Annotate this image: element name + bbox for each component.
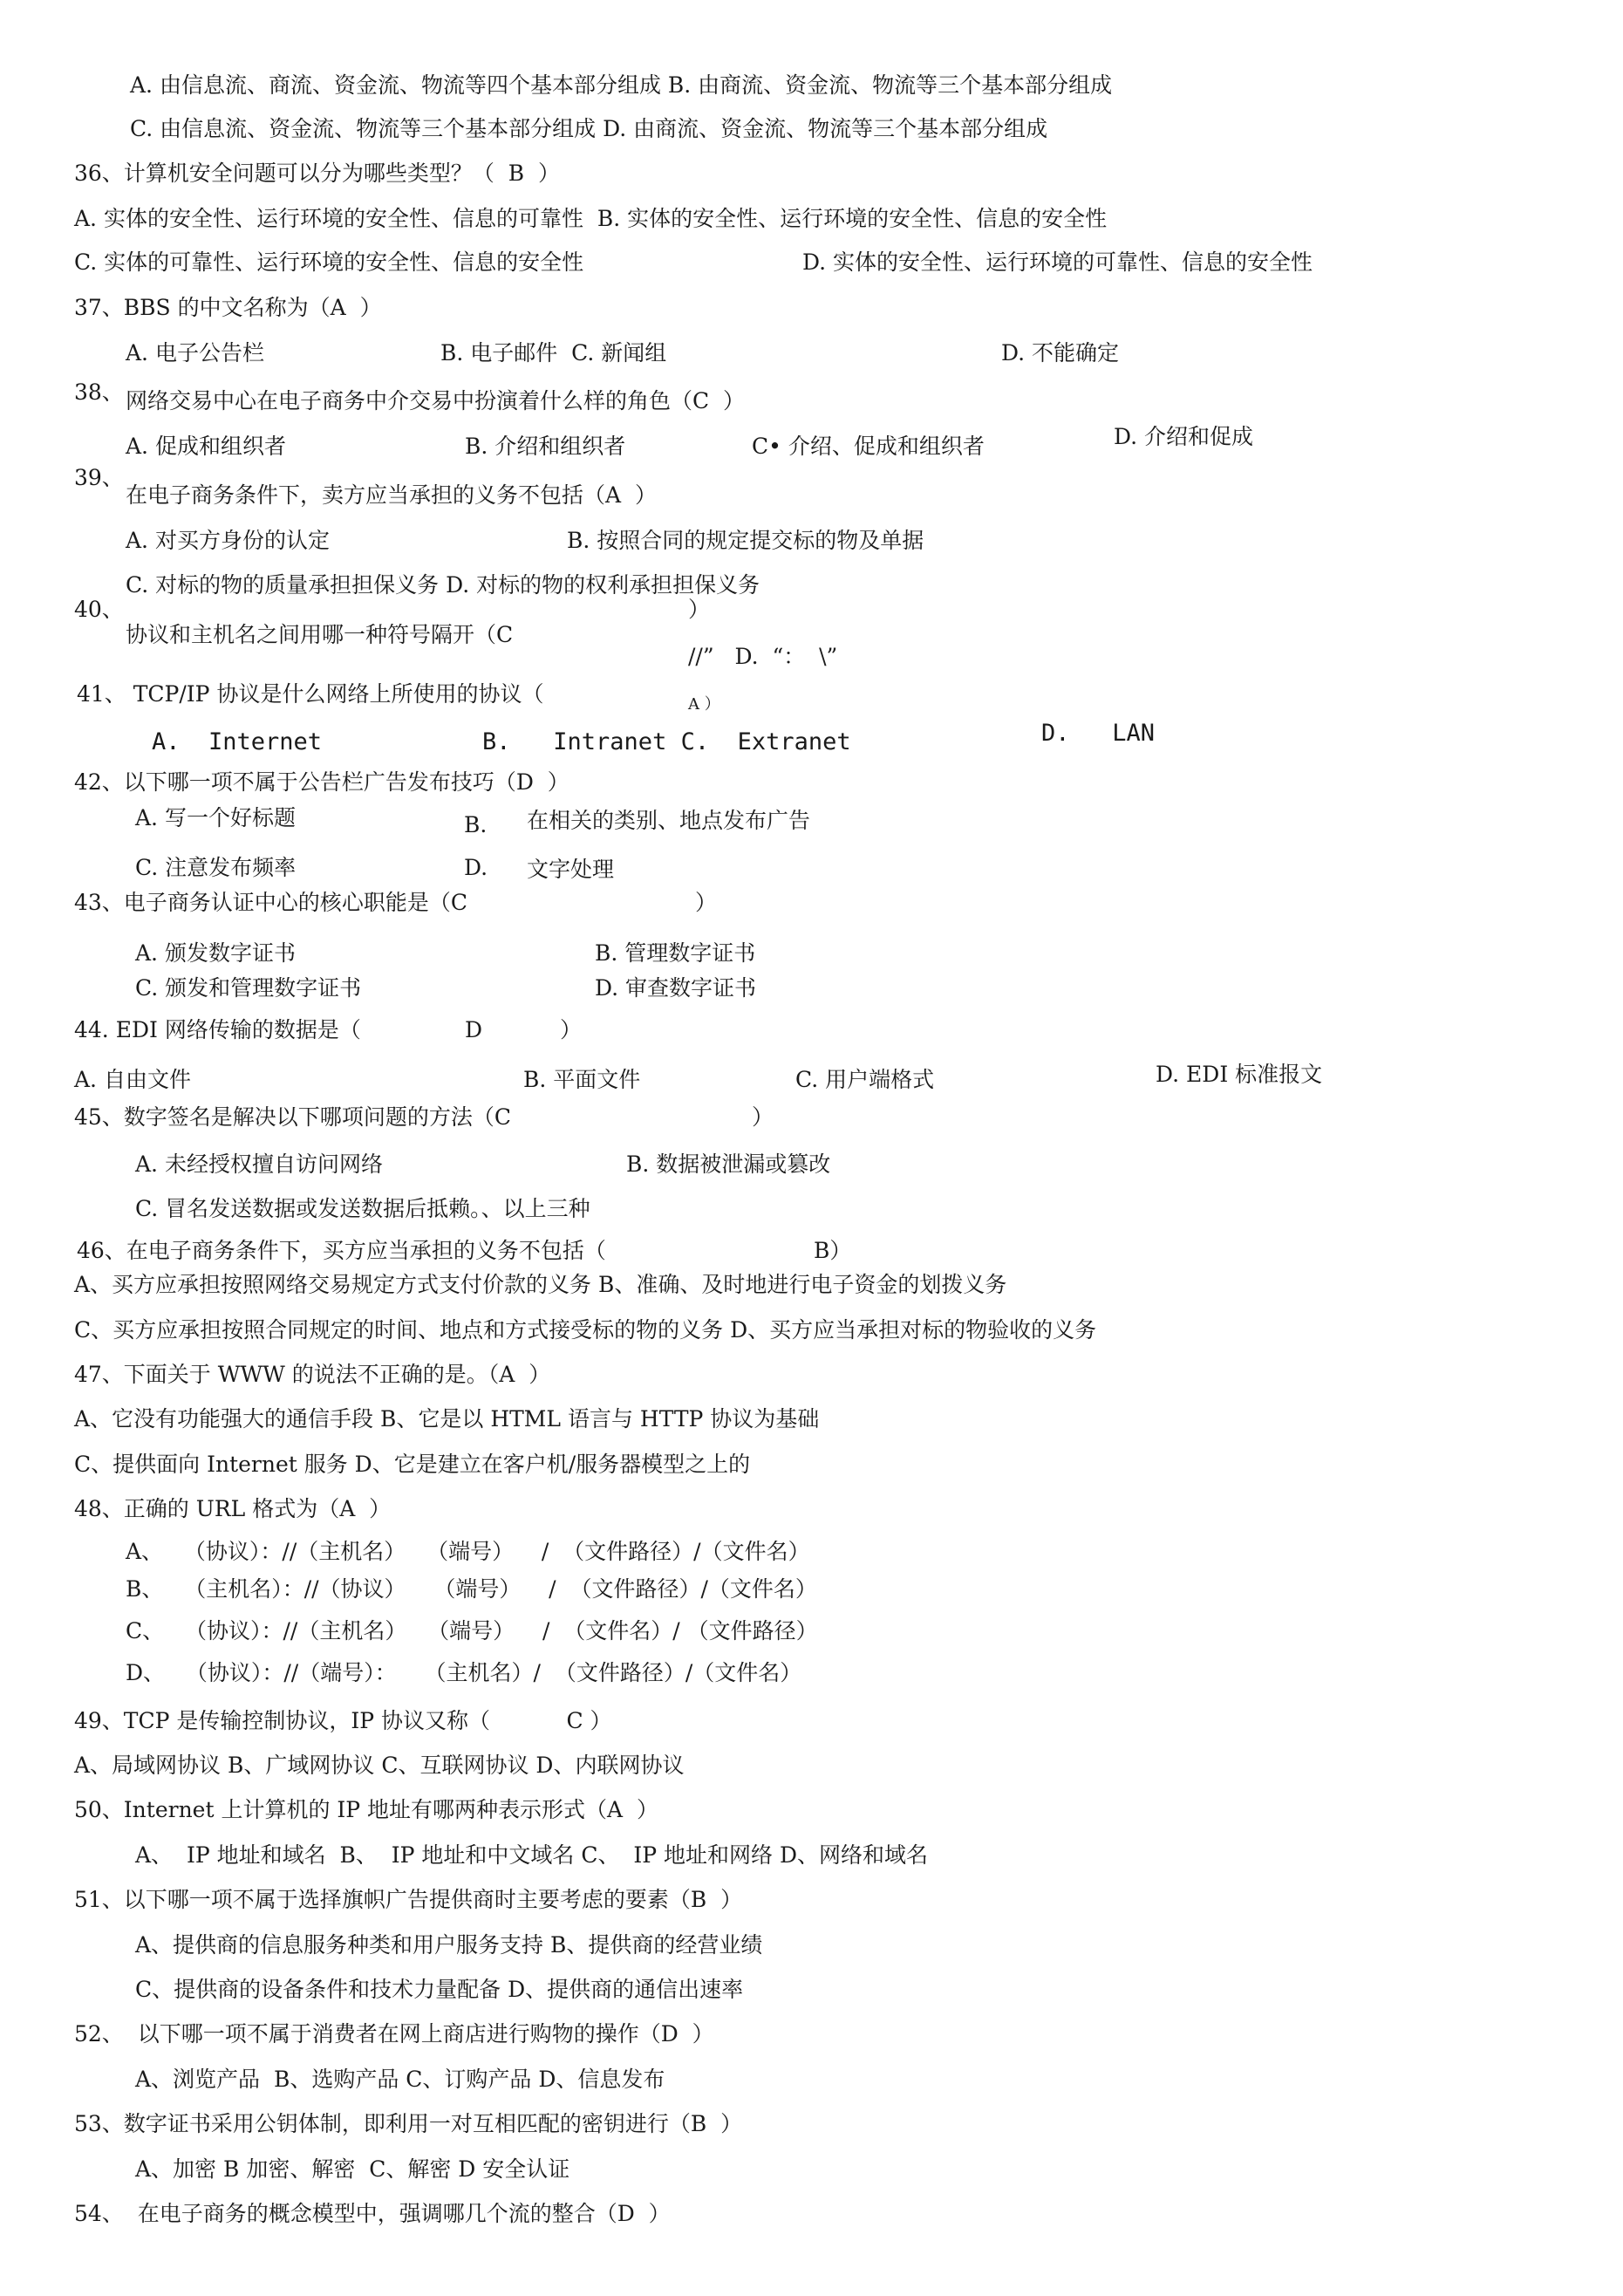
q42-option-b-letter: B. — [464, 812, 488, 837]
q42-option-d-letter: D. — [464, 855, 488, 880]
q37-options-bc: B. 电子邮件 C. 新闻组 — [440, 340, 667, 366]
q37-option-d: D. 不能确定 — [1001, 340, 1120, 366]
q36-option-c: C. 实体的可靠性、运行环境的安全性、信息的安全性 — [74, 249, 584, 275]
q41-option-d: D. LAN — [1041, 720, 1156, 747]
q51-question: 51、以下哪一项不属于选择旗帜广告提供商时主要考虑的要素（B ） — [74, 1887, 743, 1912]
q54-question: 54、 在电子商务的概念模型中，强调哪几个流的整合（D ） — [74, 2201, 671, 2226]
q42-option-a: A. 写一个好标题 — [135, 805, 296, 830]
q46-answer: B） — [814, 1238, 852, 1263]
q45-option-b: B. 数据被泄漏或篡改 — [626, 1151, 831, 1177]
q39-options-cd: C. 对标的物的质量承担担保义务 D. 对标的物的权利承担担保义务 — [126, 572, 760, 598]
q38-option-c: C• 介绍、促成和组织者 — [752, 434, 985, 459]
q51-options-cd: C、提供商的设备条件和技术力量配备 D、提供商的通信出速率 — [135, 1977, 744, 2002]
q50-question: 50、Internet 上计算机的 IP 地址有哪两种表示形式（A ） — [74, 1797, 659, 1822]
q41-question: 41、 TCP/IP 协议是什么网络上所使用的协议（ — [77, 681, 544, 707]
q52-question: 52、 以下哪一项不属于消费者在网上商店进行购物的操作（D ） — [74, 2021, 714, 2047]
q38-option-b: B. 介绍和组织者 — [465, 434, 626, 459]
q39-question: 在电子商务条件下，卖方应当承担的义务不包括（A ） — [126, 482, 657, 508]
q42-option-d: 文字处理 — [527, 857, 615, 882]
q45-option-a: A. 未经授权擅自访问网络 — [135, 1151, 383, 1177]
q48-question: 48、正确的 URL 格式为（A ） — [74, 1496, 392, 1521]
q43-option-b: B. 管理数字证书 — [595, 940, 756, 966]
q40-question: 协议和主机名之间用哪一种符号隔开（C — [126, 622, 514, 647]
q45-paren-close: ） — [752, 1104, 774, 1130]
q49-options: A、局域网协议 B、广域网协议 C、互联网协议 D、内联网协议 — [74, 1753, 685, 1778]
q36-options-ab: A. 实体的安全性、运行环境的安全性、信息的可靠性 B. 实体的安全性、运行环境的安全性、信息的安全性 — [74, 206, 1108, 231]
q41-option-a: A. Internet — [152, 728, 323, 755]
q44-option-b: B. 平面文件 — [523, 1067, 641, 1092]
q41-options-bc: B. Intranet C. Extranet — [482, 728, 851, 755]
q46-options-cd: C、买方应承担按照合同规定的时间、地点和方式接受标的物的义务 D、买方应当承担对标的物验收的义务 — [74, 1317, 1097, 1343]
q48-option-b: B、 （主机名）：//（协议） （端号） / （文件路径）/（文件名） — [126, 1576, 817, 1602]
q53-options: A、加密 B 加密、解密 C、解密 D 安全认证 — [135, 2156, 570, 2182]
q50-options: A、 IP 地址和域名 B、 IP 地址和中文域名 C、 IP 地址和网络 D、网络和域名 — [135, 1842, 928, 1868]
q38-question: 网络交易中心在电子商务中介交易中扮演着什么样的角色（C ） — [126, 388, 746, 413]
q46-question: 46、在电子商务条件下，买方应当承担的义务不包括（ — [77, 1238, 606, 1263]
q48-option-c: C、 （协议）：//（主机名） （端号） / （文件名）/ （文件路径） — [126, 1618, 818, 1643]
q43-paren-close: ） — [695, 890, 718, 915]
q42-option-b: 在相关的类别、地点发布广告 — [527, 808, 811, 833]
q44-question: 44. EDI 网络传输的数据是（ — [74, 1017, 361, 1042]
q43-option-a: A. 颁发数字证书 — [135, 940, 296, 966]
q37-question: 37、BBS 的中文名称为（A ） — [74, 295, 382, 320]
q44-option-c: C. 用户端格式 — [795, 1067, 935, 1092]
q40-options-fragment: //” D. “： \” — [688, 644, 838, 669]
q38-option-a: A. 促成和组织者 — [126, 434, 286, 459]
q35-options-ab: A. 由信息流、商流、资金流、物流等四个基本部分组成 B. 由商流、资金流、物流等三个基本部分组成 — [130, 72, 1113, 98]
q47-options-cd: C、提供面向 Internet 服务 D、它是建立在客户机/服务器模型之上的 — [74, 1452, 751, 1477]
q45-question: 45、数字签名是解决以下哪项问题的方法（C — [74, 1104, 511, 1130]
q44-paren-close: ） — [560, 1017, 583, 1042]
q36-option-d: D. 实体的安全性、运行环境的可靠性、信息的安全性 — [802, 249, 1313, 275]
q42-question: 42、以下哪一项不属于公告栏广告发布技巧（D ） — [74, 769, 569, 795]
q48-option-d: D、 （协议）：//（端号）： （主机名）/ （文件路径）/（文件名） — [126, 1660, 802, 1685]
q53-question: 53、数字证书采用公钥体制，即利用一对互相匹配的密钥进行（B ） — [74, 2111, 743, 2136]
q52-options: A、浏览产品 B、选购产品 C、订购产品 D、信息发布 — [135, 2067, 665, 2092]
q48-option-a: A、 （协议）：//（主机名） （端号） / （文件路径）/（文件名） — [126, 1539, 810, 1564]
q47-question: 47、下面关于 WWW 的说法不正确的是。（A ） — [74, 1362, 551, 1387]
q49-question: 49、TCP 是传输控制协议，IP 协议又称（ C ） — [74, 1708, 612, 1733]
q43-option-c: C. 颁发和管理数字证书 — [135, 975, 362, 1001]
q40-number: 40、 — [74, 597, 124, 622]
q40-paren-close: ） — [688, 597, 711, 622]
q38-number: 38、 — [74, 379, 124, 405]
q44-answer: D — [465, 1017, 483, 1042]
q37-option-a: A. 电子公告栏 — [126, 340, 264, 366]
q51-options-ab: A、提供商的信息服务种类和用户服务支持 B、提供商的经营业绩 — [135, 1932, 763, 1958]
q36-question: 36、计算机安全问题可以分为哪些类型？（ B ） — [74, 161, 560, 186]
q43-question: 43、电子商务认证中心的核心职能是（C — [74, 890, 467, 915]
q43-option-d: D. 审查数字证书 — [595, 975, 757, 1001]
q47-options-ab: A、它没有功能强大的通信手段 B、它是以 HTML 语言与 HTTP 协议为基础 — [74, 1406, 820, 1432]
q39-number: 39、 — [74, 465, 124, 490]
q44-option-d: D. EDI 标准报文 — [1156, 1062, 1323, 1087]
q38-option-d: D. 介绍和促成 — [1114, 424, 1254, 449]
q35-options-cd: C. 由信息流、资金流、物流等三个基本部分组成 D. 由商流、资金流、物流等三个基本部分组成 — [130, 116, 1048, 141]
q39-option-b: B. 按照合同的规定提交标的物及单据 — [567, 528, 924, 553]
q41-answer: A ） — [688, 695, 720, 714]
q45-options-cd: C. 冒名发送数据或发送数据后抵赖。、以上三种 — [135, 1196, 590, 1221]
q44-option-a: A. 自由文件 — [74, 1067, 191, 1092]
q39-option-a: A. 对买方身份的认定 — [126, 528, 330, 553]
q42-option-c: C. 注意发布频率 — [135, 855, 297, 880]
q46-options-ab: A、买方应承担按照网络交易规定方式支付价款的义务 B、准确、及时地进行电子资金的划拨义务 — [74, 1272, 1007, 1297]
